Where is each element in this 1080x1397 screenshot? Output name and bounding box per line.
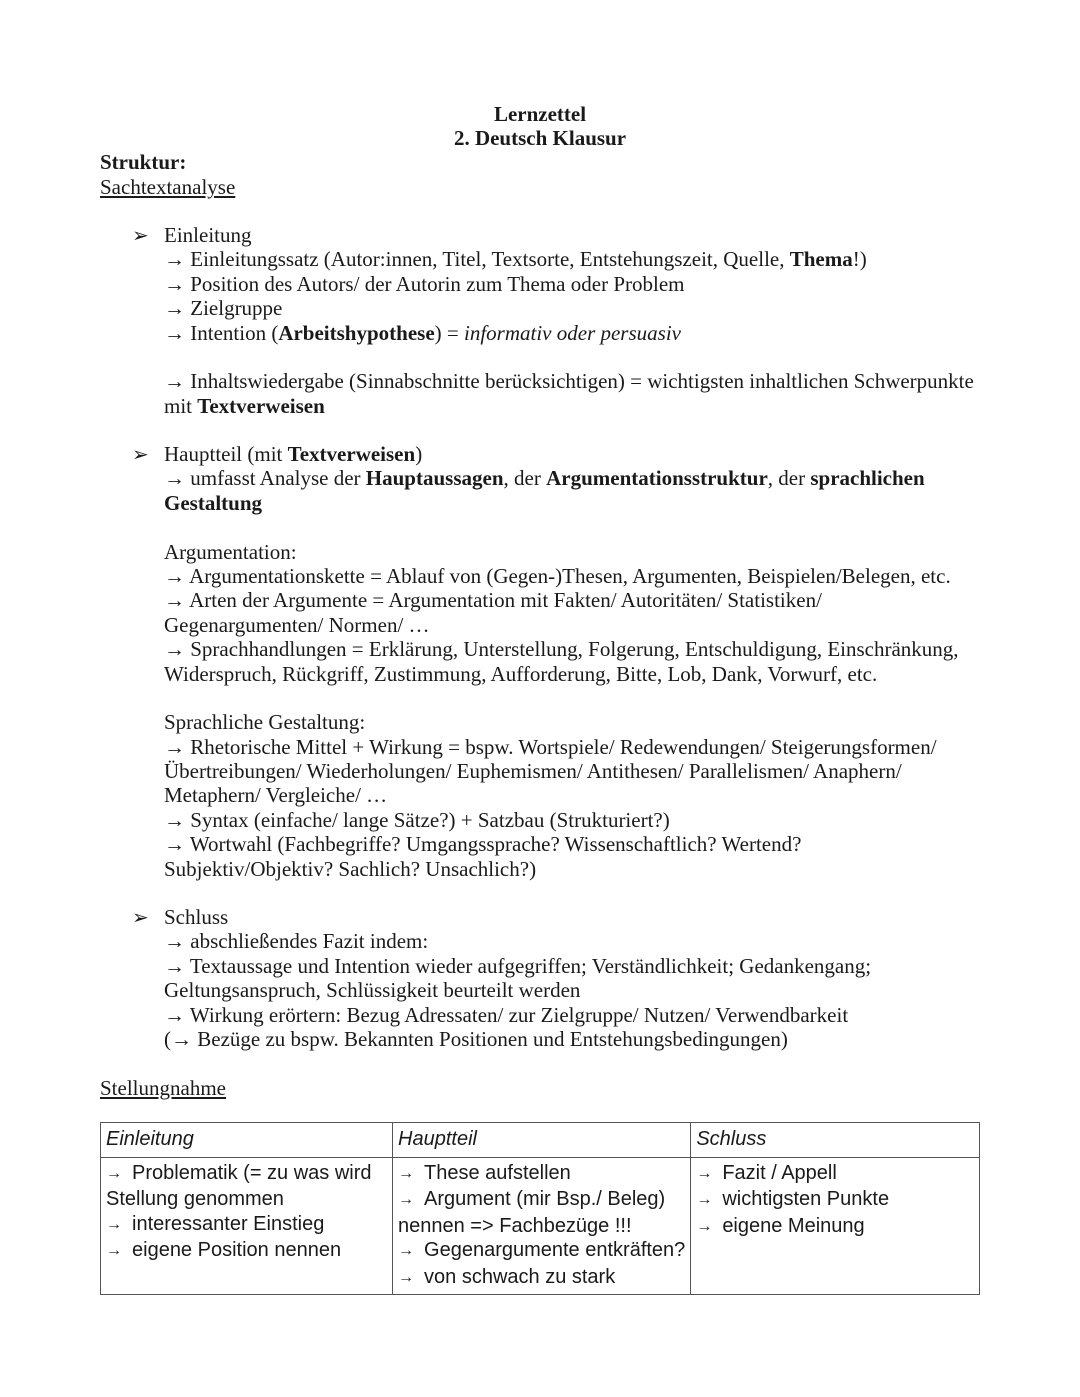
schluss-line-2: → Textaussage und Intention wieder aufgegriffen; Verständlichkeit; Gedankengang; — [164, 953, 872, 978]
arrow-icon: → — [398, 1165, 415, 1182]
arrow-icon: → — [106, 1215, 122, 1233]
arrow-icon: → — [696, 1191, 713, 1209]
list-item: → These aufstellen — [398, 1162, 571, 1184]
table-header-hauptteil: Hauptteil — [393, 1123, 691, 1158]
hauptteil-line-1: → umfasst Analyse der Hauptaussagen, der Argumentationsstruktur, der sprachlichen — [164, 466, 925, 491]
argumentation-line-1: → Argumentationskette = Ablauf von (Gegen-)Thesen, Argumenten, Beispielen/Belegen, etc. — [164, 563, 951, 588]
sprachliche-gestaltung-line-6: Subjektiv/Objektiv? Sachlich? Unsachlich?) — [164, 856, 537, 881]
schluss-line-4: → Wirkung erörtern: Bezug Adressaten/ zur Zielgruppe/ Nutzen/ Verwendbarkeit — [164, 1002, 849, 1027]
table-cell-einleitung — [101, 1158, 393, 1295]
arrow-icon: → — [398, 1268, 415, 1286]
sprachliche-gestaltung-line-5: → Wortwahl (Fachbegriffe? Umgangssprache? Wissenschaftlich? Wertend? — [164, 832, 802, 857]
list-item: → Problematik (= zu was wird — [106, 1162, 372, 1184]
arrow-icon: → — [106, 1165, 122, 1182]
table-header-row — [101, 1123, 980, 1158]
arrow-icon: → — [696, 1165, 713, 1182]
hauptteil-title: Hauptteil (mit Textverweisen) — [164, 442, 423, 466]
einleitung-title: Einleitung — [164, 223, 252, 247]
schluss-title: Schluss — [164, 905, 229, 929]
argumentation-title: Argumentation: — [164, 539, 297, 564]
list-item: → wichtigsten Punkte — [696, 1188, 890, 1211]
list-item-continuation: nennen => Fachbezüge !!! — [398, 1214, 632, 1237]
arrow-icon: → — [696, 1217, 713, 1235]
hauptteil-section — [164, 442, 959, 881]
argumentation-line-5: Widerspruch, Rückgriff, Zustimmung, Aufforderung, Bitte, Lob, Dank, Vorwurf, etc. — [164, 661, 878, 686]
document-title-line-2: 2. Deutsch Klausur — [453, 126, 627, 150]
schluss-line-3: Geltungsanspruch, Schlüssigkeit beurteilt werden — [164, 978, 581, 1003]
sprachliche-gestaltung-title: Sprachliche Gestaltung: — [164, 710, 366, 735]
stellungnahme-heading: Stellungnahme — [100, 1076, 226, 1100]
schluss-line-5: (→ Bezüge zu bspw. Bekannten Positionen und Entstehungsbedingungen) — [164, 1026, 788, 1051]
table-cell-schluss — [691, 1158, 980, 1295]
table-row — [101, 1158, 980, 1295]
list-item: → von schwach zu stark — [398, 1265, 616, 1288]
einleitung-line-6: mit Textverweisen — [164, 393, 325, 418]
list-item: → interessanter Einstieg — [106, 1212, 325, 1235]
einleitung-line-4: → Intention (Arbeitshypothese) = informativ oder persuasiv — [164, 320, 681, 345]
sprachliche-gestaltung-line-4: → Syntax (einfache/ lange Sätze?) + Satzbau (Strukturiert?) — [164, 807, 670, 832]
table-header-einleitung: Einleitung — [101, 1123, 393, 1158]
list-item: → eigene Meinung — [696, 1214, 865, 1237]
einleitung-line-2: → Position des Autors/ der Autorin zum Thema oder Problem — [164, 271, 685, 296]
schluss-section — [164, 905, 871, 1051]
einleitung-line-5: → Inhaltswiedergabe (Sinnabschnitte berücksichtigen) = wichtigsten inhaltlichen Schwerpunkte — [164, 369, 974, 394]
argumentation-line-2: → Arten der Argumente = Argumentation mit Fakten/ Autoritäten/ Statistiken/ — [164, 588, 822, 613]
list-item-continuation: Stellung genommen — [106, 1188, 284, 1211]
einleitung-section — [164, 223, 974, 418]
sprachliche-gestaltung-line-1: → Rhetorische Mittel + Wirkung = bspw. Wortspiele/ Redewendungen/ Steigerungsformen/ — [164, 734, 937, 759]
bullet-arrow-icon: ➢ — [132, 442, 149, 466]
list-item: → Fazit / Appell — [696, 1162, 837, 1184]
schluss-line-1: → abschließendes Fazit indem: — [164, 929, 429, 954]
sprachliche-gestaltung-line-2: Übertreibungen/ Wiederholungen/ Euphemismen/ Antithesen/ Parallelismen/ Anaphern/ — [164, 759, 902, 784]
arrow-icon: → — [398, 1191, 415, 1209]
list-item: → Gegenargumente entkräften? — [398, 1239, 686, 1262]
bullet-arrow-icon: ➢ — [132, 223, 149, 247]
list-item: → eigene Position nennen — [106, 1239, 342, 1262]
einleitung-line-3: → Zielgruppe — [164, 296, 283, 321]
sachtextanalyse-heading: Sachtextanalyse — [100, 175, 236, 199]
arrow-icon: → — [106, 1242, 122, 1260]
struktur-label: Struktur: — [100, 150, 187, 174]
table-cell-hauptteil — [393, 1158, 691, 1295]
sprachliche-gestaltung-line-3: Metaphern/ Vergleiche/ … — [164, 783, 388, 808]
argumentation-line-4: → Sprachhandlungen = Erklärung, Unterstellung, Folgerung, Entschuldigung, Einschränkung, — [164, 637, 959, 662]
document-title-line-1: Lernzettel — [493, 102, 587, 126]
arrow-icon: → — [398, 1242, 415, 1260]
bullet-arrow-icon: ➢ — [132, 905, 149, 929]
argumentation-line-3: Gegenargumenten/ Normen/ … — [164, 612, 430, 637]
stellungnahme-table — [100, 1122, 980, 1295]
einleitung-line-1: → Einleitungssatz (Autor:innen, Titel, Textsorte, Entstehungszeit, Quelle, Thema!) — [164, 247, 867, 272]
list-item: → Argument (mir Bsp./ Beleg) — [398, 1188, 666, 1211]
table-header-schluss: Schluss — [691, 1123, 980, 1158]
hauptteil-line-2: Gestaltung — [164, 490, 263, 515]
